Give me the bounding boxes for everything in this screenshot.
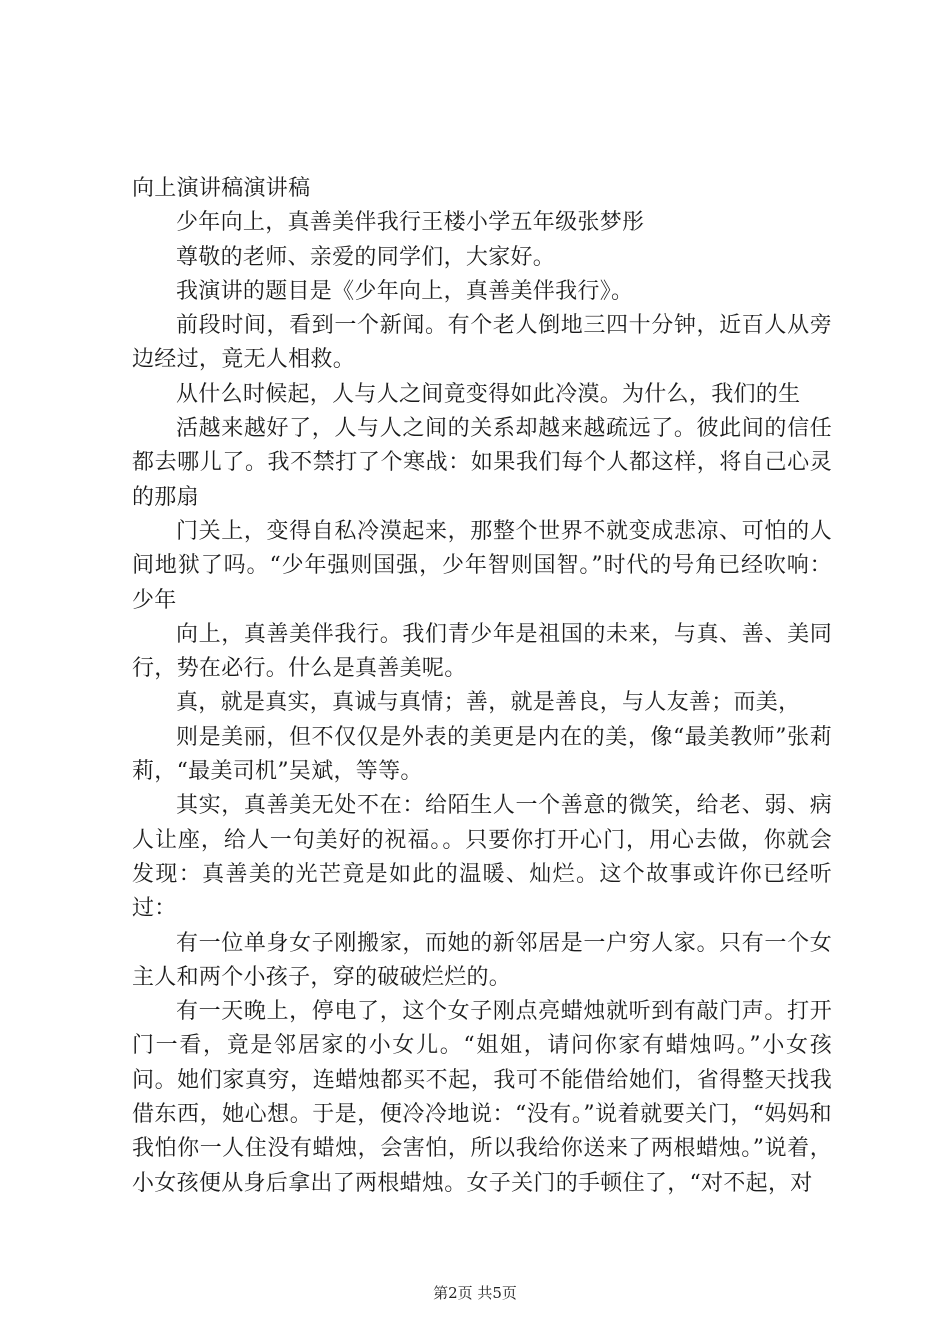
paragraph: 其实，真善美无处不在：给陌生人一个善意的微笑，给老、弱、病人让座，给人一句美好的祝福。。只要你打开心门，用心去做，你就会发现：真善美的光芒竟是如此的温暖、灿烂。这个故事或许你已经听过： <box>132 793 832 922</box>
paragraph: 从什么时候起，人与人之间竟变得如此冷漠。为什么，我们的生 <box>176 381 801 407</box>
paragraph: 有一位单身女子刚搬家，而她的新邻居是一户穷人家。只有一个女主人和两个小孩子，穿的破破烂烂的。 <box>132 930 832 990</box>
paragraph-topic: 我演讲的题目是《少年向上，真善美伴我行》。 <box>176 278 634 304</box>
paragraph-greeting: 尊敬的老师、亲爱的同学们，大家好。 <box>176 244 556 270</box>
paragraph: 则是美丽，但不仅仅是外表的美更是内在的美，像“最美教师”张莉莉，“最美司机”吴斌，等等。 <box>132 724 832 785</box>
paragraph: 门关上，变得自私冷漠起来，那整个世界不就变成悲凉、可怕的人间地狱了吗。“少年强则国强，少年智则国智。”时代的号角已经吹响：少年 <box>132 518 832 613</box>
document-body <box>132 172 832 1201</box>
paragraph: 真，就是真实，真诚与真情；善，就是善良，与人友善；而美， <box>176 690 801 716</box>
paragraph-subtitle: 少年向上，真善美伴我行王楼小学五年级张梦彤 <box>176 210 645 236</box>
document-title-line: 向上演讲稿演讲稿 <box>132 176 311 201</box>
page-number-footer: 第2页 共5页 <box>433 1284 517 1302</box>
paragraph: 有一天晚上，停电了，这个女子刚点亮蜡烛就听到有敲门声。打开门一看，竟是邻居家的小女儿。“姐姐，请问你家有蜡烛吗。”小女孩问。她们家真穷，连蜡烛都买不起，我可不能借给她们，省得整天找我借东西，她心想。于是，便冷冷地说：“没有。”说着就要关门，“妈妈和我怕你一人住没有蜡烛，会害怕，所以我给你送来了两根蜡烛。”说着，小女孩便从身后拿出了两根蜡烛。女子关门的手顿住了，“对不起，对 <box>132 999 832 1196</box>
paragraph: 向上，真善美伴我行。我们青少年是祖国的未来，与真、善、美同行，势在必行。什么是真善美呢。 <box>132 621 832 682</box>
paragraph: 活越来越好了，人与人之间的关系却越来越疏远了。彼此间的信任都去哪儿了。我不禁打了个寒战：如果我们每个人都这样，将自己心灵的那扇 <box>132 416 832 510</box>
paragraph: 前段时间，看到一个新闻。有个老人倒地三四十分钟，近百人从旁边经过，竟无人相救。 <box>132 313 832 373</box>
